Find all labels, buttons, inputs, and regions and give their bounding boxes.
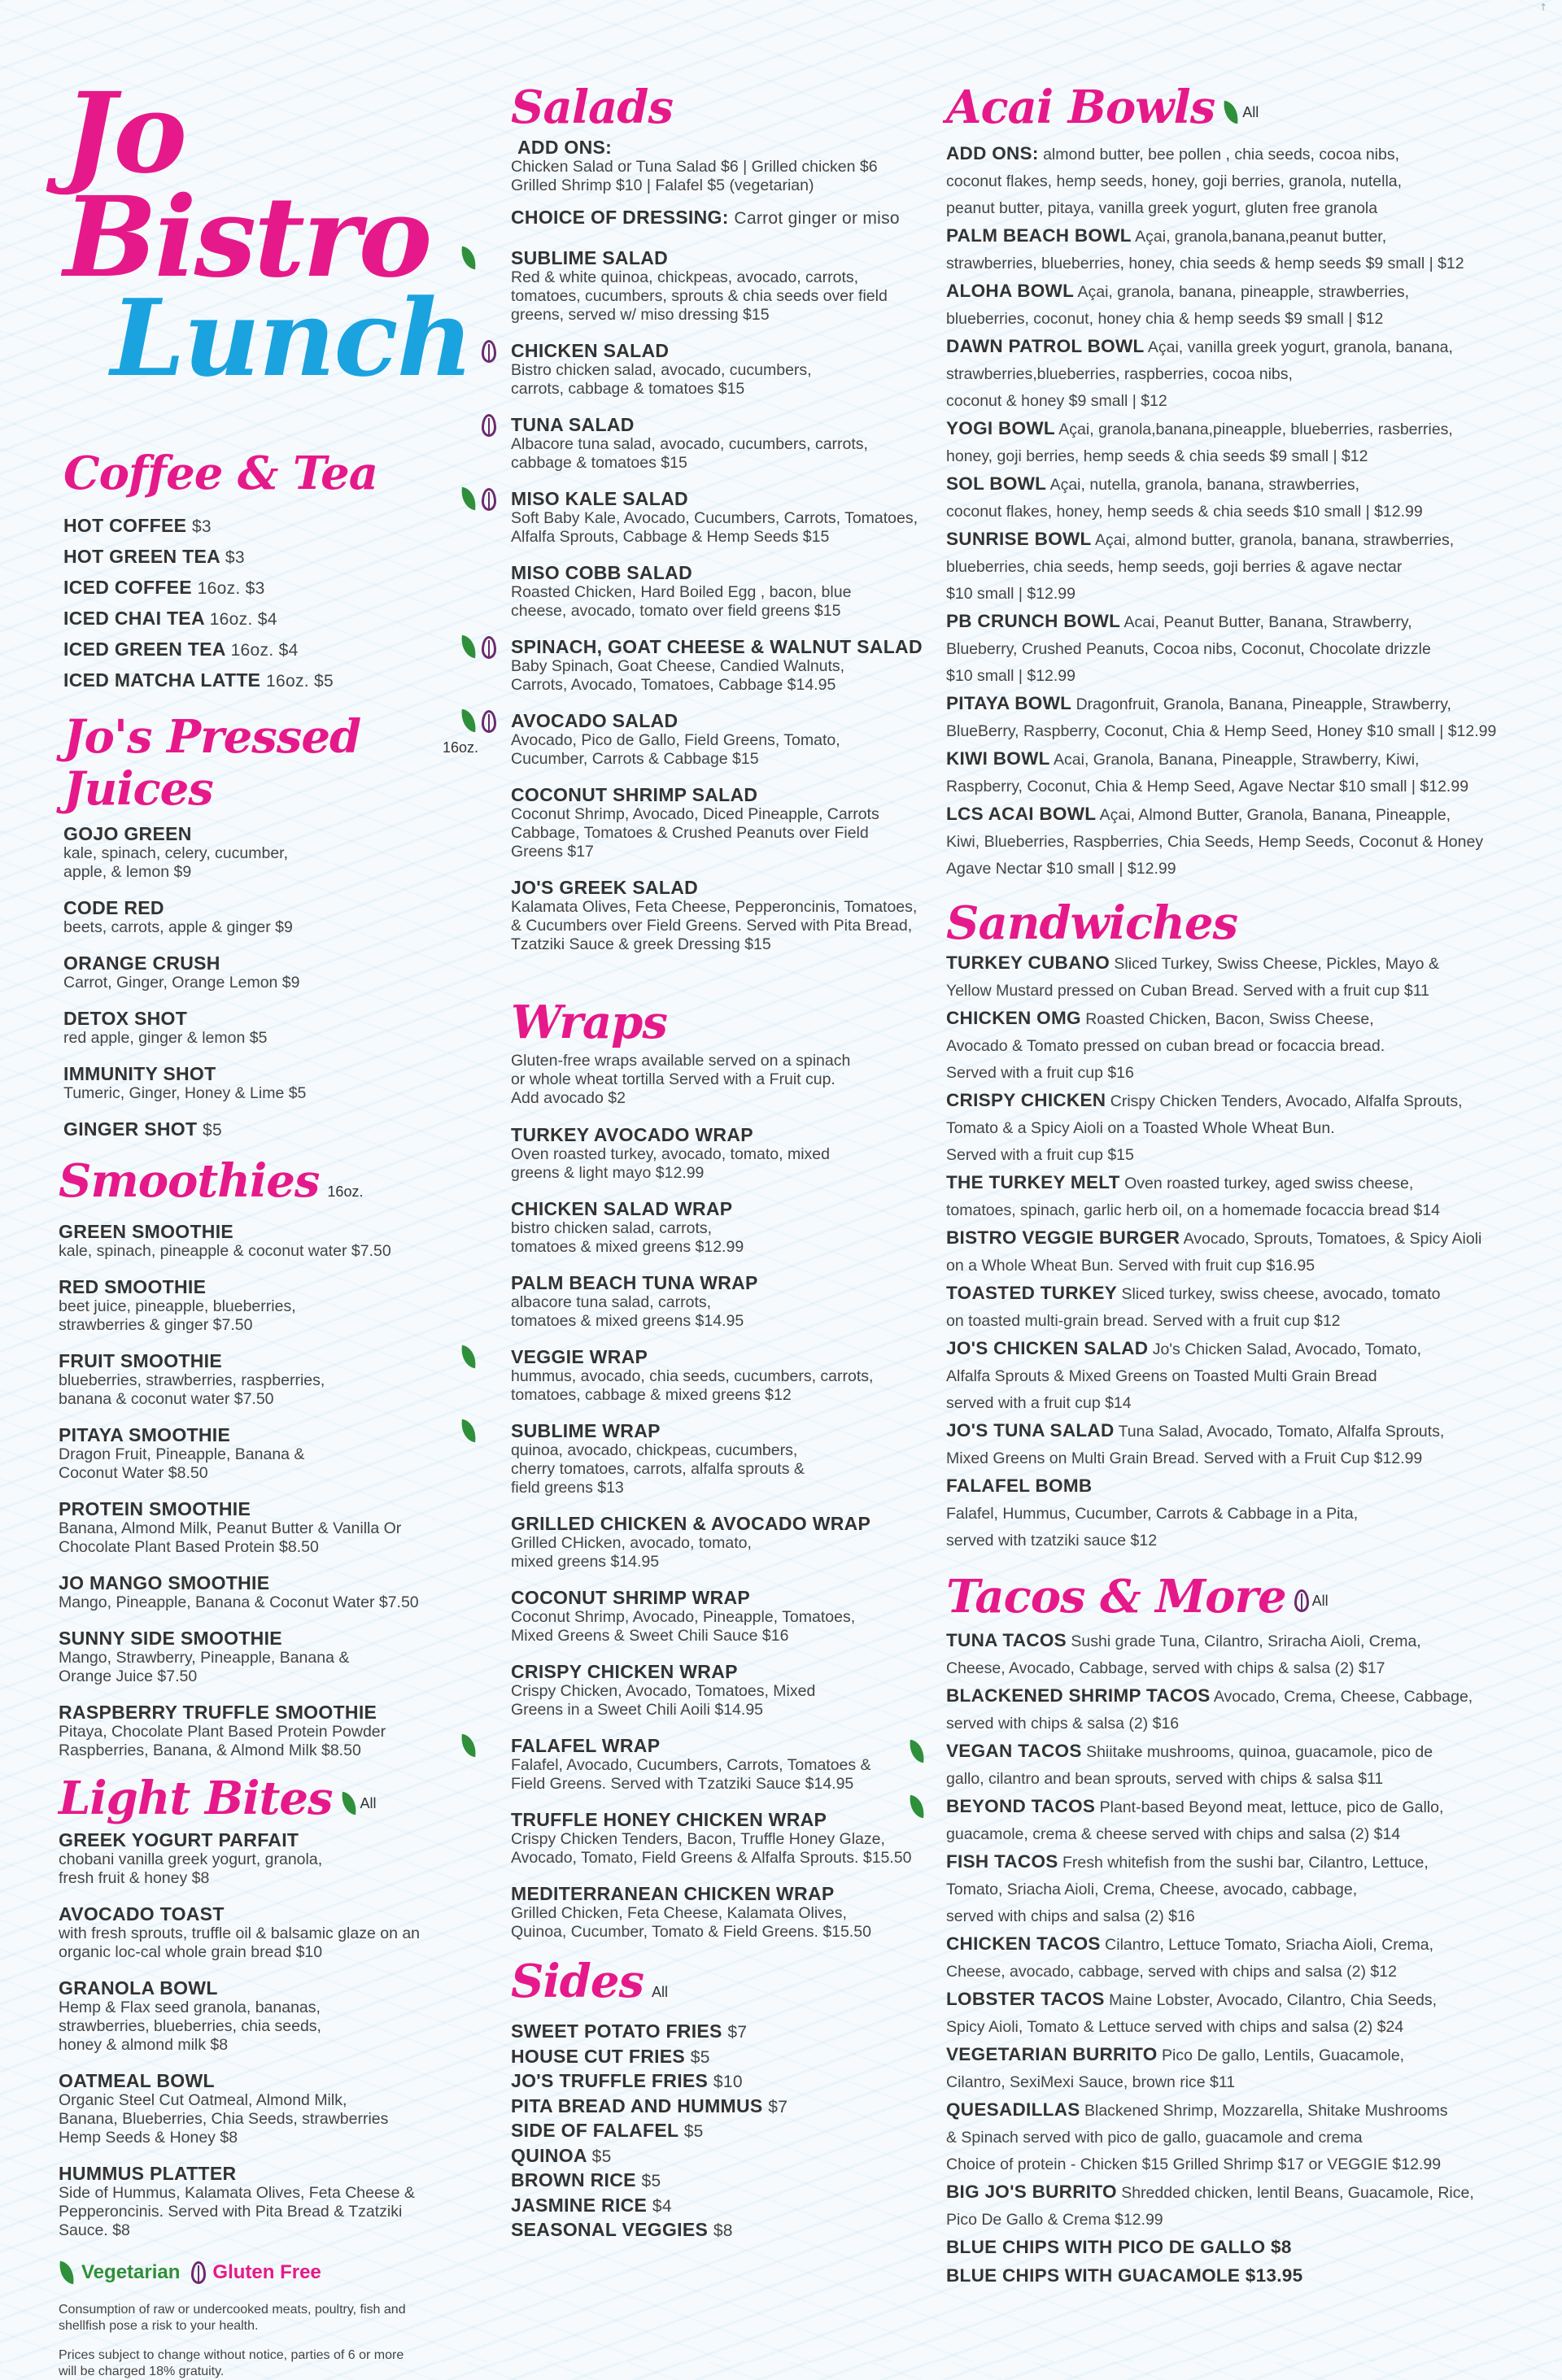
gluten-free-wheat-icon bbox=[482, 340, 496, 363]
menu-item: OATMEAL BOWL Organic Steel Cut Oatmeal, Almond Milk, Banana, Blueberries, Chia Seeds, strawberries Hemp Seeds & Honey $8 bbox=[59, 2070, 389, 2147]
juices-section bbox=[63, 711, 478, 1141]
legend-vegetarian: Vegetarian bbox=[59, 2261, 180, 2284]
menu-item: RED SMOOTHIE beet juice, pineapple, blueberries, strawberries & ginger $7.50 bbox=[59, 1276, 296, 1334]
menu-item: TURKEY CUBANO Sliced Turkey, Swiss Cheese, Pickles, Mayo & Yellow Mustard pressed on Cuban Bread. Served with a fruit cup $11 bbox=[946, 952, 1439, 1000]
menu-item: ICED MATCHA LATTE 16oz. $5 bbox=[63, 669, 334, 691]
menu-item: PB CRUNCH BOWL Acai, Peanut Butter, Banana, Strawberry, Blueberry, Crushed Peanuts, Cocoa nibs, Coconut, Chocolate drizzle $10 small | $12.99 bbox=[946, 611, 1431, 685]
salads-title: Salads bbox=[511, 81, 673, 134]
gluten-free-wheat-icon bbox=[482, 414, 496, 437]
vegetarian-leaf-icon bbox=[459, 246, 478, 270]
light-bites-title: Light Bites All bbox=[59, 1772, 377, 1825]
menu-item: PITAYA SMOOTHIE Dragon Fruit, Pineapple, Banana & Coconut Water $8.50 bbox=[59, 1424, 305, 1482]
menu-item: SEASONAL VEGGIES $8 bbox=[511, 2219, 733, 2240]
sandwiches-section bbox=[946, 897, 1516, 1554]
menu-item: JO MANGO SMOOTHIE Mango, Pineapple, Banana & Coconut Water $7.50 bbox=[59, 1572, 419, 1611]
smoothies-section bbox=[59, 1155, 478, 1760]
gluten-free-wheat-icon bbox=[191, 2261, 206, 2284]
menu-item: SOL BOWL Açai, nutella, granola, banana, strawberries, coconut flakes, honey, hemp seeds & chia seeds $10 small | $12.99 bbox=[946, 473, 1423, 521]
menu-item: BLUE CHIPS WITH PICO DE GALLO $8 bbox=[946, 2237, 1292, 2257]
brand-title bbox=[63, 68, 478, 400]
menu-item: MISO COBB SALAD Roasted Chicken, Hard Boiled Egg , bacon, blue cheese, avocado, tomato over field greens $15 bbox=[511, 562, 852, 620]
sides-title: Sides All bbox=[511, 1955, 669, 2008]
menu-item: TUNA TACOS Sushi grade Tuna, Cilantro, Sriracha Aioli, Crema, Cheese, Avocado, Cabbage, served with chips & salsa (2) $17 bbox=[946, 1630, 1421, 1677]
menu-item: SUBLIME WRAP quinoa, avocado, chickpeas, cucumbers, cherry tomatoes, carrots, alfalfa sprouts & field greens $13 bbox=[511, 1420, 934, 1497]
menu-item: HOT GREEN TEA $3 bbox=[63, 546, 245, 567]
menu-item: SUBLIME SALAD Red & white quinoa, chickpeas, avocado, carrots, tomatoes, cucumbers, sprouts & chia seeds over field greens, served w/ miso dressing $15 bbox=[511, 247, 934, 325]
menu-item: ICED COFFEE 16oz. $3 bbox=[63, 577, 265, 598]
menu-item: VEGETARIAN BURRITO Pico De gallo, Lentils, Guacamole, Cilantro, SexiMexi Sauce, brown rice $11 bbox=[946, 2044, 1405, 2091]
menu-item: FRUIT SMOOTHIE blueberries, strawberries, raspberries, banana & coconut water $7.50 bbox=[59, 1350, 325, 1408]
brand-line-1: Jo Bistro bbox=[63, 68, 430, 303]
menu-item: HOT COFFEE $3 bbox=[63, 515, 212, 536]
menu-item: BISTRO VEGGIE BURGER Avocado, Sprouts, Tomatoes, & Spicy Aioli on a Whole Wheat Bun. Served with fruit cup $16.95 bbox=[946, 1227, 1482, 1275]
menu-item: KIWI BOWL Acai, Granola, Banana, Pineapple, Strawberry, Kiwi, Raspberry, Coconut, Chia & Hemp Seed, Agave Nectar $10 small | $12.99 bbox=[946, 748, 1469, 796]
footer-prices-note: Prices subject to change without notice, parties of 6 or more will be charged 18% gratuity. bbox=[59, 2348, 404, 2378]
menu-item: GRILLED CHICKEN & AVOCADO WRAP Grilled CHicken, avocado, tomato, mixed greens $14.95 bbox=[511, 1513, 871, 1571]
gluten-free-wheat-icon bbox=[482, 636, 496, 659]
menu-item: QUINOA $5 bbox=[511, 2144, 612, 2166]
legend-gluten-free: Gluten Free bbox=[191, 2261, 321, 2284]
menu-item: TUNA SALAD Albacore tuna salad, avocado, cucumbers, carrots, cabbage & tomatoes $15 bbox=[511, 414, 934, 473]
vegetarian-leaf-icon bbox=[459, 487, 478, 511]
tacos-section bbox=[946, 1571, 1516, 2291]
menu-item: COCONUT SHRIMP WRAP Coconut Shrimp, Avocado, Pineapple, Tomatoes, Mixed Greens & Sweet Chili Sauce $16 bbox=[511, 1587, 856, 1645]
vegetarian-leaf-icon bbox=[339, 1792, 358, 1816]
menu-item: TRUFFLE HONEY CHICKEN WRAP Crispy Chicken Tenders, Bacon, Truffle Honey Glaze, Avocado, Tomato, Field Greens & Alfalfa Sprouts. $15.50 bbox=[511, 1809, 912, 1867]
wraps-section bbox=[511, 996, 934, 1942]
menu-item: AVOCADO TOAST with fresh sprouts, truffle oil & balsamic glaze on an organic loc-cal whole grain bread $10 bbox=[59, 1903, 421, 1961]
menu-item: RASPBERRY TRUFFLE SMOOTHIE Pitaya, Chocolate Plant Based Protein Powder Raspberries, Banana, & Almond Milk $8.50 bbox=[59, 1702, 386, 1759]
menu-item: PITAYA BOWL Dragonfruit, Granola, Banana, Pineapple, Strawberry, BlueBerry, Raspberry, Coconut, Chia & Hemp Seed, Honey $10 small | $12.99 bbox=[946, 693, 1497, 740]
menu-item: FALAFEL BOMB Falafel, Hummus, Cucumber, Carrots & Cabbage in a Pita, served with tzatziki sauce $12 bbox=[946, 1476, 1359, 1550]
right-column bbox=[946, 81, 1516, 2291]
vegetarian-leaf-icon bbox=[459, 1419, 478, 1443]
middle-column bbox=[511, 81, 934, 2243]
acai-title: Acai Bowls All bbox=[946, 81, 1259, 134]
menu-item: GOJO GREEN kale, spinach, celery, cucumber, apple, & lemon $9 bbox=[63, 823, 289, 881]
menu-item: FISH TACOS Fresh whitefish from the sushi bar, Cilantro, Lettuce, Tomato, Sriacha Aioli, Crema, Cheese, avocado, cabbage, served with chips and salsa (2) $16 bbox=[946, 1851, 1429, 1925]
diet-legend bbox=[59, 2261, 478, 2284]
menu-item: BLUE CHIPS WITH GUACAMOLE $13.95 bbox=[946, 2265, 1303, 2286]
menu-item: ICED CHAI TEA 16oz. $4 bbox=[63, 608, 277, 629]
menu-item: SUNRISE BOWL Açai, almond butter, granola, banana, strawberries, blueberries, chia seeds, hemp seeds, goji berries & agave nectar $10 small | $12.99 bbox=[946, 529, 1455, 603]
vegetarian-leaf-icon bbox=[459, 709, 478, 733]
salads-addons: ADD ONS: Chicken Salad or Tuna Salad $6 | Grilled chicken $6 Grilled Shrimp $10 | Falafel $5 (vegetarian) bbox=[511, 137, 878, 194]
vegetarian-leaf-icon bbox=[459, 1345, 478, 1369]
wraps-title: Wraps bbox=[511, 996, 667, 1049]
menu-item: CHICKEN SALAD Bistro chicken salad, avocado, cucumbers, carrots, cabbage & tomatoes $15 bbox=[511, 340, 934, 399]
menu-item: JASMINE RICE $4 bbox=[511, 2194, 672, 2216]
menu-item: CODE RED beets, carrots, apple & ginger $9 bbox=[63, 897, 293, 936]
menu-item: TURKEY AVOCADO WRAP Oven roasted turkey, avocado, tomato, mixed greens & light mayo $12.99 bbox=[511, 1124, 830, 1182]
vegetarian-leaf-icon bbox=[1222, 101, 1241, 124]
gluten-free-wheat-icon bbox=[482, 710, 496, 733]
left-column bbox=[59, 68, 478, 2380]
vegetarian-leaf-icon bbox=[459, 635, 478, 659]
vegetarian-leaf-icon bbox=[907, 1740, 926, 1763]
smoothies-title: Smoothies 16oz. bbox=[59, 1154, 364, 1208]
sandwiches-title: Sandwiches bbox=[946, 896, 1238, 950]
tacos-title: Tacos & More All bbox=[946, 1570, 1329, 1624]
menu-item: ALOHA BOWL Açai, granola, banana, pineapple, strawberries, blueberries, coconut, honey chia & hemp seeds $9 small | $12 bbox=[946, 281, 1410, 328]
menu-item: JO'S GREEK SALAD Kalamata Olives, Feta Cheese, Pepperoncinis, Tomatoes, & Cucumbers over Field Greens. Served with Pita Bread, Tzatziki Sauce & greek Dressing $15 bbox=[511, 877, 918, 953]
menu-item: DETOX SHOT red apple, ginger & lemon $5 bbox=[63, 1008, 268, 1047]
menu-item: HUMMUS PLATTER Side of Hummus, Kalamata Olives, Feta Cheese & Pepperoncinis. Served with Pita Bread & Tzatziki Sauce. $8 bbox=[59, 2163, 415, 2239]
menu-item: PROTEIN SMOOTHIE Banana, Almond Milk, Peanut Butter & Vanilla Or Chocolate Plant Based Protein $8.50 bbox=[59, 1498, 402, 1556]
menu-item: BROWN RICE $5 bbox=[511, 2169, 661, 2190]
sides-section bbox=[511, 1955, 934, 2243]
acai-addons: ADD ONS: almond butter, bee pollen , chia seeds, cocoa nibs, coconut flakes, hemp seeds, honey, goji berries, granola, nutella, peanut butter, pitaya, vanilla greek yogurt, gluten free granola bbox=[946, 143, 1403, 217]
menu-item: HOUSE CUT FRIES $5 bbox=[511, 2045, 710, 2067]
menu-item: BEYOND TACOS Plant-based Beyond meat, lettuce, pico de Gallo, guacamole, crema & cheese served with chips and salsa (2) $14 bbox=[946, 1793, 1516, 1848]
menu-item: GREEK YOGURT PARFAIT chobani vanilla greek yogurt, granola, fresh fruit & honey $8 bbox=[59, 1829, 323, 1887]
menu-item: GREEN SMOOTHIE kale, spinach, pineapple & coconut water $7.50 bbox=[59, 1221, 391, 1260]
menu-item: COCONUT SHRIMP SALAD Coconut Shrimp, Avocado, Diced Pineapple, Carrots Cabbage, Tomatoes & Crushed Peanuts over Field Greens $17 bbox=[511, 784, 879, 861]
salads-dressing: CHOICE OF DRESSING: Carrot ginger or miso bbox=[511, 207, 900, 228]
menu-item: IMMUNITY SHOT Tumeric, Ginger, Honey & Lime $5 bbox=[63, 1063, 307, 1102]
menu-item: THE TURKEY MELT Oven roasted turkey, aged swiss cheese, tomatoes, spinach, garlic herb oil, on a homemade focaccia bread $14 bbox=[946, 1172, 1441, 1219]
menu-item: PALM BEACH TUNA WRAP albacore tuna salad, carrots, tomatoes & mixed greens $14.95 bbox=[511, 1272, 758, 1330]
menu-item: DAWN PATROL BOWL Açai, vanilla greek yogurt, granola, banana, strawberries,blueberries, raspberries, cocoa nibs, coconut & honey $9 small | $12 bbox=[946, 336, 1453, 410]
menu-item: VEGAN TACOS Shiitake mushrooms, quinoa, guacamole, pico de gallo, cilantro and bean sprouts, served with chips & salsa $11 bbox=[946, 1737, 1516, 1793]
menu-item: SPINACH, GOAT CHEESE & WALNUT SALAD Baby Spinach, Goat Cheese, Candied Walnuts, Carrots, Avocado, Tomatoes, Cabbage $14.95 bbox=[511, 636, 934, 695]
menu-item: CHICKEN SALAD WRAP bistro chicken salad, carrots, tomatoes & mixed greens $12.99 bbox=[511, 1198, 744, 1256]
menu-item: PALM BEACH BOWL Açai, granola,banana,peanut butter, strawberries, blueberries, honey, chia seeds & hemp seeds $9 small | $12 bbox=[946, 225, 1464, 272]
menu-item: GRANOLA BOWL Hemp & Flax seed granola, bananas, strawberries, blueberries, chia seeds, honey & almond milk $8 bbox=[59, 1977, 321, 2054]
coffee-title: Coffee & Tea bbox=[63, 447, 378, 500]
menu-item: SWEET POTATO FRIES $7 bbox=[511, 2020, 748, 2042]
menu-item: YOGI BOWL Açai, granola,banana,pineapple, blueberries, rasberries, honey, goji berries, hemp seeds & chia seeds $9 small | $12 bbox=[946, 418, 1453, 465]
menu-item: PITA BREAD AND HUMMUS $7 bbox=[511, 2094, 788, 2116]
menu-item: JO'S TRUFFLE FRIES $10 bbox=[511, 2070, 743, 2091]
brand-line-2: Lunch bbox=[111, 276, 473, 400]
menu-item: ICED GREEN TEA 16oz. $4 bbox=[63, 639, 299, 660]
menu-item: AVOCADO SALAD Avocado, Pico de Gallo, Field Greens, Tomato, Cucumber, Carrots & Cabbage $15 bbox=[511, 710, 934, 769]
salads-section bbox=[511, 81, 934, 954]
menu-item: CHICKEN TACOS Cilantro, Lettuce Tomato, Sriacha Aioli, Crema, Cheese, avocado, cabbage, served with chips and salsa (2) $12 bbox=[946, 1933, 1434, 1981]
menu-item: ORANGE CRUSH Carrot, Ginger, Orange Lemon $9 bbox=[63, 952, 300, 992]
menu-item: GINGER SHOT $5 bbox=[63, 1118, 222, 1140]
menu-item: JO'S CHICKEN SALAD Jo's Chicken Salad, Avocado, Tomato, Alfalfa Sprouts & Mixed Greens on Toasted Multi Grain Bread served with a fruit cup $14 bbox=[946, 1338, 1422, 1412]
menu-item: SUNNY SIDE SMOOTHIE Mango, Strawberry, Pineapple, Banana & Orange Juice $7.50 bbox=[59, 1628, 350, 1685]
menu-item: LCS ACAI BOWL Açai, Almond Butter, Granola, Banana, Pineapple, Kiwi, Blueberries, Raspberries, Chia Seeds, Hemp Seeds, Coconut & Honey Agave Nectar $10 small | $12.99 bbox=[946, 804, 1484, 878]
menu-item: LOBSTER TACOS Maine Lobster, Avocado, Cilantro, Chia Seeds, Spicy Aioli, Tomato & Lettuce served with chips and salsa (2) $24 bbox=[946, 1989, 1438, 2036]
corner-mark: ↑ bbox=[1538, 2, 1547, 13]
menu-item: BIG JO'S BURRITO Shredded chicken, lentil Beans, Guacamole, Rice, Pico De Gallo & Crema $12.99 bbox=[946, 2182, 1474, 2229]
acai-section bbox=[946, 81, 1516, 883]
wraps-intro: Gluten-free wraps available served on a spinach or whole wheat tortilla Served with a Fruit cup. Add avocado $2 bbox=[511, 1052, 851, 1107]
menu-item: VEGGIE WRAP hummus, avocado, chia seeds, cucumbers, carrots, tomatoes, cabbage & mixed greens $12 bbox=[511, 1346, 934, 1405]
menu-item: FALAFEL WRAP Falafel, Avocado, Cucumbers, Carrots, Tomatoes & Field Greens. Served with Tzatziki Sauce $14.95 bbox=[511, 1735, 934, 1794]
light-bites-section bbox=[59, 1772, 478, 2240]
menu-item: BLACKENED SHRIMP TACOS Avocado, Crema, Cheese, Cabbage, served with chips & salsa (2) $16 bbox=[946, 1685, 1473, 1733]
menu-item: MISO KALE SALAD Soft Baby Kale, Avocado, Cucumbers, Carrots, Tomatoes, Alfalfa Sprouts, Cabbage & Hemp Seeds $15 bbox=[511, 488, 934, 547]
menu-item: CRISPY CHICKEN WRAP Crispy Chicken, Avocado, Tomatoes, Mixed Greens in a Sweet Chili Aoili $14.95 bbox=[511, 1661, 816, 1719]
menu-item: TOASTED TURKEY Sliced turkey, swiss cheese, avocado, tomato on toasted multi-grain bread. Served with a fruit cup $12 bbox=[946, 1283, 1441, 1330]
vegetarian-leaf-icon bbox=[907, 1795, 926, 1819]
gluten-free-wheat-icon bbox=[1294, 1589, 1309, 1612]
menu-item: SIDE OF FALAFEL $5 bbox=[511, 2120, 704, 2141]
menu-item: JO'S TUNA SALAD Tuna Salad, Avocado, Tomato, Alfalfa Sprouts, Mixed Greens on Multi Grain Bread. Served with a Fruit Cup $12.99 bbox=[946, 1420, 1445, 1467]
juices-title: Jo's Pressed Juices 16oz. bbox=[63, 710, 478, 816]
vegetarian-leaf-icon bbox=[459, 1734, 478, 1758]
menu-item: MEDITERRANEAN CHICKEN WRAP Grilled Chicken, Feta Cheese, Kalamata Olives, Quinoa, Cucumber, Tomato & Field Greens. $15.50 bbox=[511, 1883, 871, 1941]
menu-item: QUESADILLAS Blackened Shrimp, Mozzarella, Shitake Mushrooms & Spinach served with pico de gallo, guacamole and crema Choice of protein - Chicken $15 Grilled Shrimp $17 or VEGGIE $12.99 bbox=[946, 2099, 1448, 2173]
coffee-section bbox=[63, 447, 478, 696]
gluten-free-wheat-icon bbox=[482, 488, 496, 511]
footer-consumption-note: Consumption of raw or undercooked meats, poultry, fish and shellfish pose a risk to your health. bbox=[59, 2303, 406, 2333]
menu-item: CHICKEN OMG Roasted Chicken, Bacon, Swiss Cheese, Avocado & Tomato pressed on cuban bread or focaccia bread. Served with a fruit cup $16 bbox=[946, 1008, 1385, 1082]
vegetarian-leaf-icon bbox=[57, 2261, 76, 2285]
menu-item: CRISPY CHICKEN Crispy Chicken Tenders, Avocado, Alfalfa Sprouts, Tomato & a Spicy Aioli on a Toasted Whole Wheat Bun. Served with a fruit cup $15 bbox=[946, 1090, 1463, 1164]
